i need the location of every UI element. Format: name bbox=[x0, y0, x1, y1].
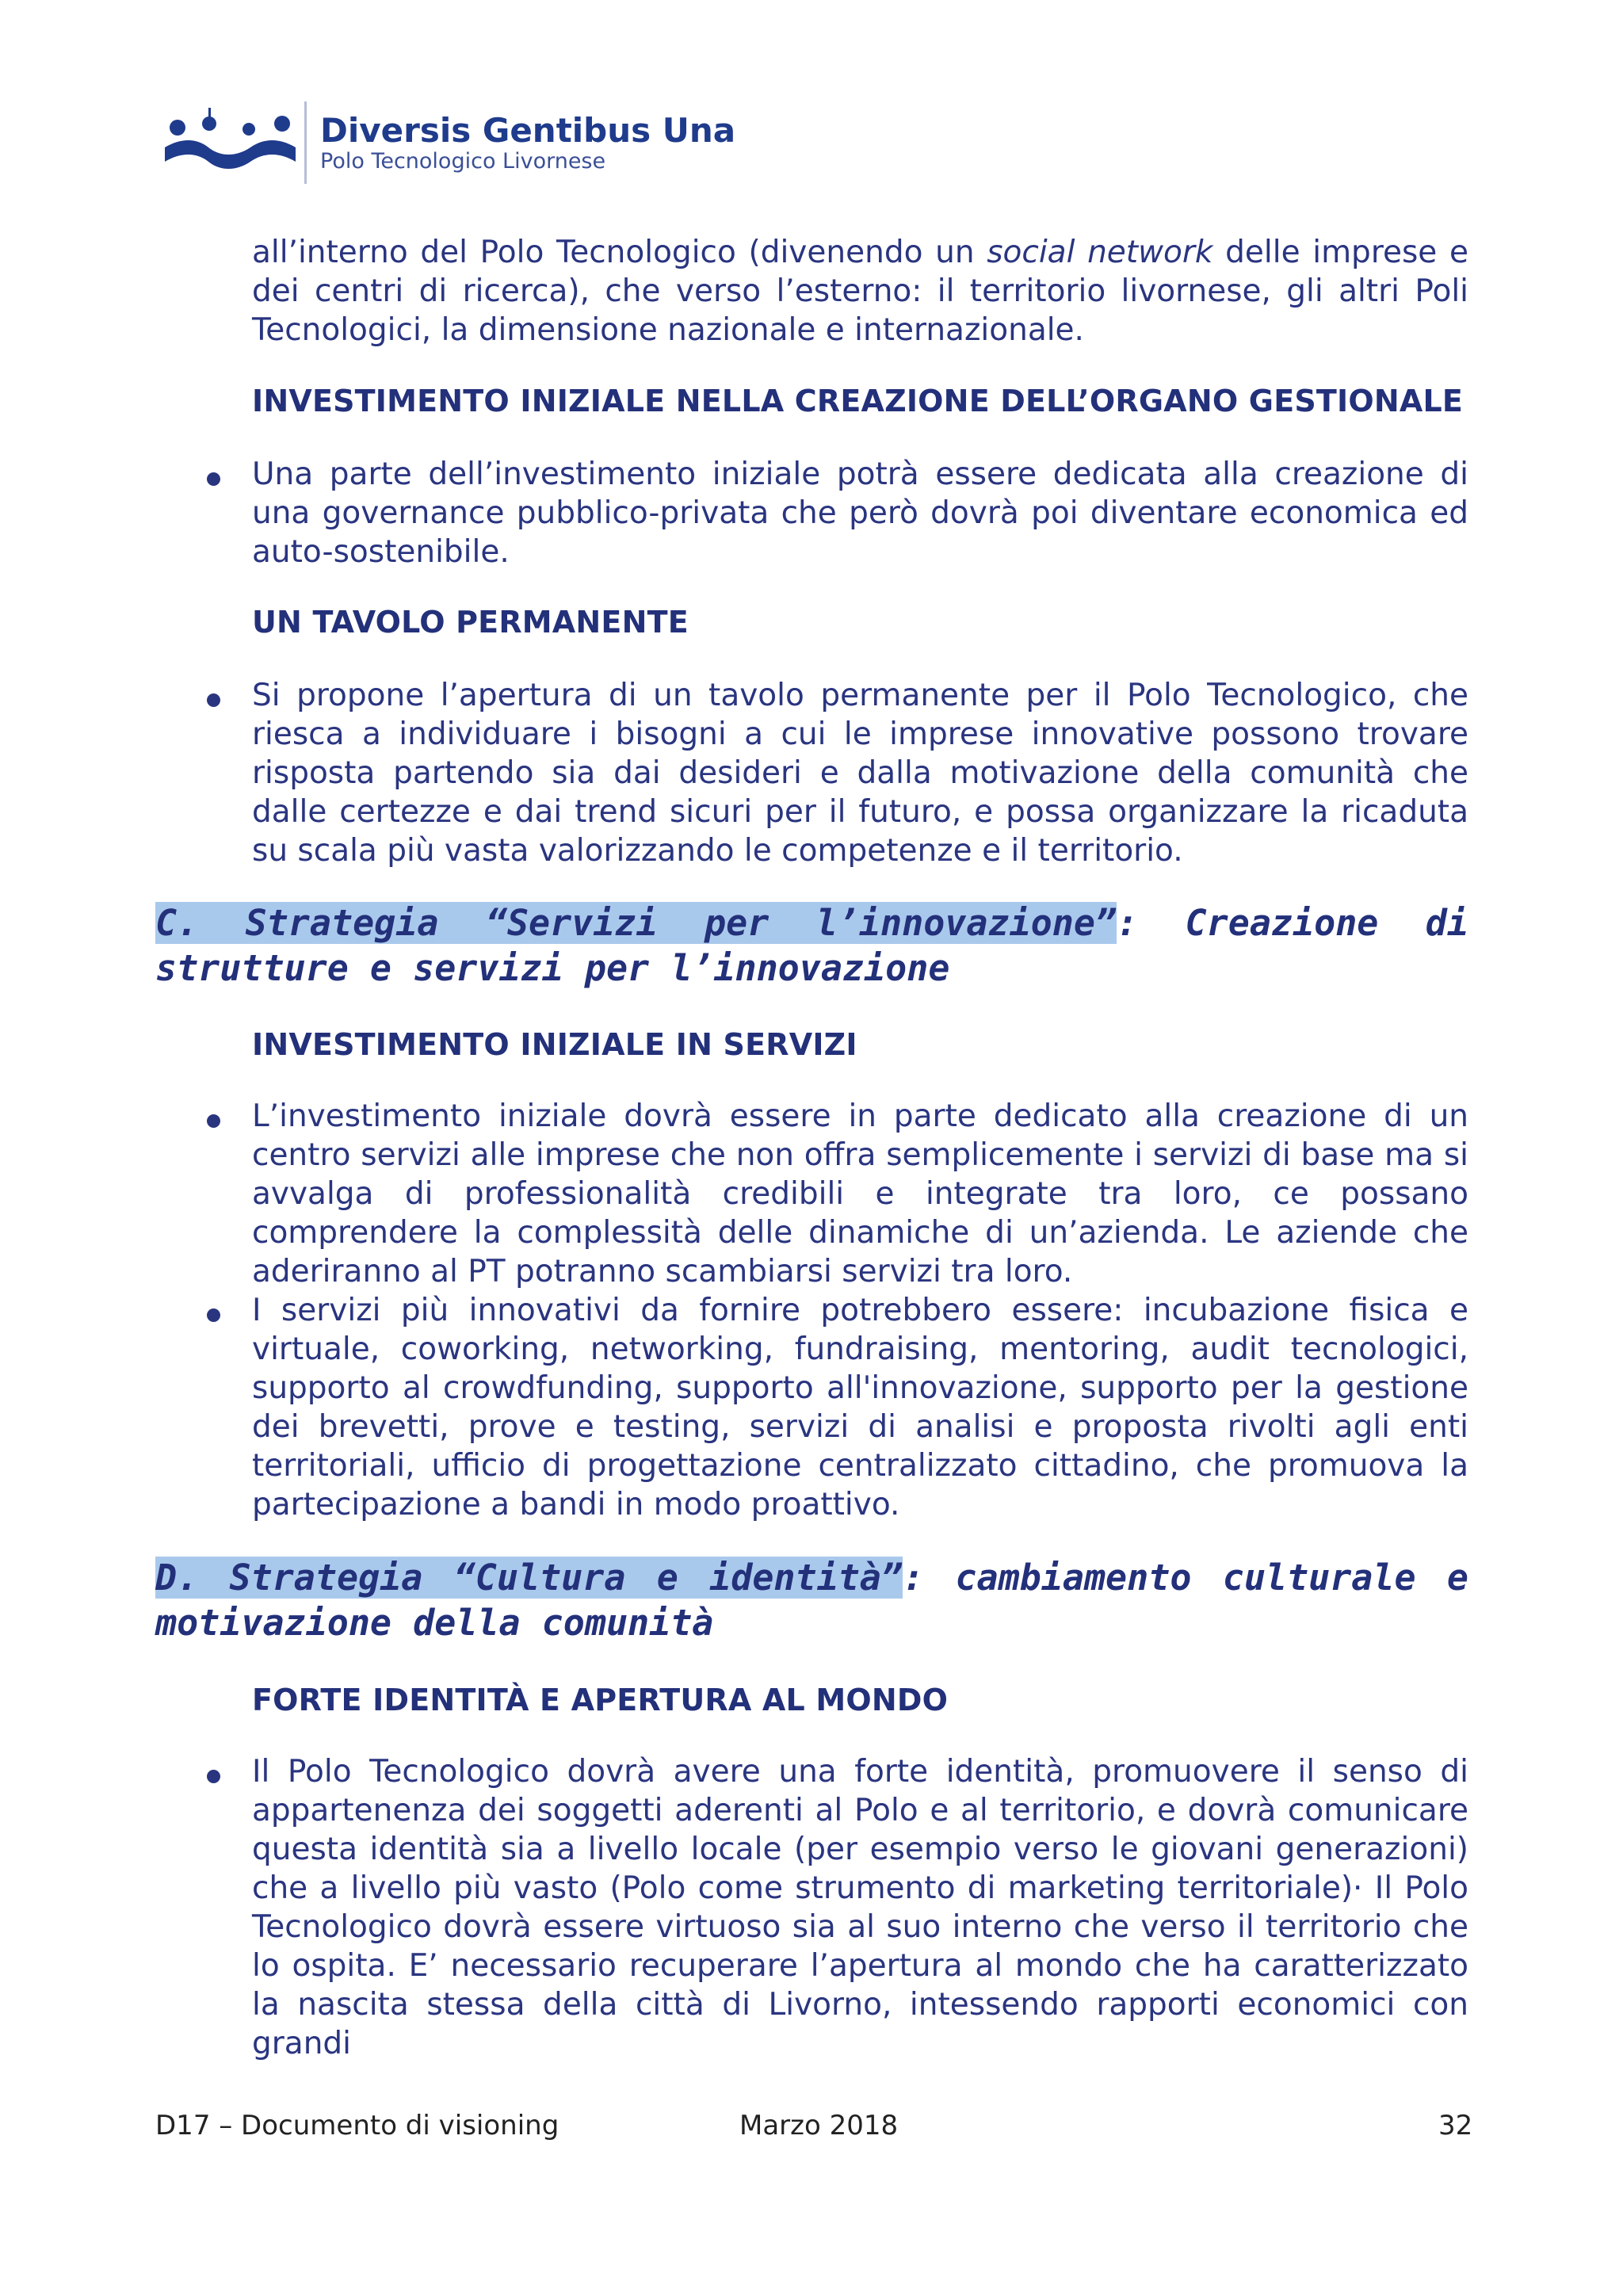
bullet-dot-icon bbox=[207, 1770, 220, 1783]
subheading-tavolo-permanente: UN TAVOLO PERMANENTE bbox=[252, 605, 689, 640]
intro-text-end: delle imprese e dei centri di ricerca), che verso l’esterno: il territorio livornese, gli altri Poli Tecnologici, la dimensione nazionale e internazionale. bbox=[252, 235, 1468, 348]
footer-doc-label: D17 – Documento di visioning bbox=[155, 2110, 559, 2141]
subheading-identita: FORTE IDENTITÀ E APERTURA AL MONDO bbox=[252, 1683, 949, 1717]
bullet-governance: Una parte dell’investimento iniziale potrà essere dedicata alla creazione di una governance pubblico-privata che però dovrà poi diventare economica ed auto-sostenibile. bbox=[252, 457, 1468, 570]
bullet-dot-icon bbox=[207, 1308, 220, 1322]
section-c-title bbox=[155, 900, 1468, 991]
section-d-title bbox=[155, 1555, 1468, 1645]
subheading-organo-gestionale: INVESTIMENTO INIZIALE NELLA CREAZIONE DELL’ORGANO GESTIONALE bbox=[252, 384, 1464, 418]
bullet-identita: Il Polo Tecnologico dovrà avere una forte identità, promuovere il senso di appartenenza dei soggetti aderenti al Polo e al territorio, e dovrà comunicare questa identità sia a livello locale (per esempio verso le giovani generazioni) che a livello più vasto (Polo come strumento di marketing territoriale)· Il Polo Tecnologico dovrà essere virtuoso sia al suo interno che verso il territorio che lo ospita. E’ necessario recuperare l’apertura al mondo che ha caratterizzato la nascita stessa della città di Livorno, intessendo rapporti economici con grandi bbox=[252, 1754, 1468, 2061]
bullet-dot-icon bbox=[207, 472, 220, 486]
bullet-centro-servizi: L’investimento iniziale dovrà essere in parte dedicato alla creazione di un centro servizi alle imprese che non offra semplicemente i servizi di base ma si avvalga di professionalità credibili e integrate tra loro, ce possano comprendere la complessità delle dinamiche di un’azienda. Le aziende che aderiranno al PT potranno scambiarsi servizi tra loro. bbox=[252, 1098, 1468, 1289]
bullet-dot-icon bbox=[207, 1114, 220, 1128]
section-d-title-rest: : cambiamento culturale e motivazione della comunità bbox=[155, 1557, 1468, 1644]
bullet-dot-icon bbox=[207, 693, 220, 707]
section-d-title-highlight: D. Strategia “Cultura e identità” bbox=[155, 1557, 903, 1599]
section-c-title-highlight: C. Strategia “Servizi per l’innovazione” bbox=[155, 902, 1117, 944]
bullet-servizi-innovativi: I servizi più innovativi da fornire potrebbero essere: incubazione fisica e virtuale, coworking, networking, fundraising, mentoring, audit tecnologici, supporto al crowdfunding, supporto all'innovazione, supporto per la gestione dei brevetti, prove e testing, servizi di analisi e proposta rivolti agli enti territoriali, ufficio di progettazione centralizzato cittadino, che promuova la partecipazione a bandi in modo proattivo. bbox=[252, 1293, 1468, 1522]
intro-emphasis: social network bbox=[987, 235, 1213, 270]
subheading-servizi: INVESTIMENTO INIZIALE IN SERVIZI bbox=[252, 1027, 857, 1062]
bullet-tavolo: Si propone l’apertura di un tavolo permanente per il Polo Tecnologico, che riesca a individuare i bisogni a cui le imprese innovative possono trovare risposta partendo sia dai desideri e dalla motivazione della comunità che dalle certezze e dai trend sicuri per il futuro, e possa organizzare la ricaduta su scala più vasta valorizzando le competenze e il territorio. bbox=[252, 678, 1468, 869]
section-c-title-rest: : Creazione di strutture e servizi per l’innovazione bbox=[155, 902, 1468, 989]
logo-subtitle: Polo Tecnologico Livornese bbox=[320, 149, 606, 174]
footer-date: Marzo 2018 bbox=[739, 2110, 899, 2141]
intro-paragraph bbox=[252, 233, 1468, 350]
logo-divider bbox=[304, 101, 307, 184]
wave-dots-logo-icon bbox=[165, 101, 296, 181]
logo-title: Diversis Gentibus Una bbox=[320, 111, 736, 150]
footer-page-number: 32 bbox=[1438, 2110, 1473, 2141]
intro-text-start: all’interno del Polo Tecnologico (divenendo un bbox=[252, 235, 987, 270]
